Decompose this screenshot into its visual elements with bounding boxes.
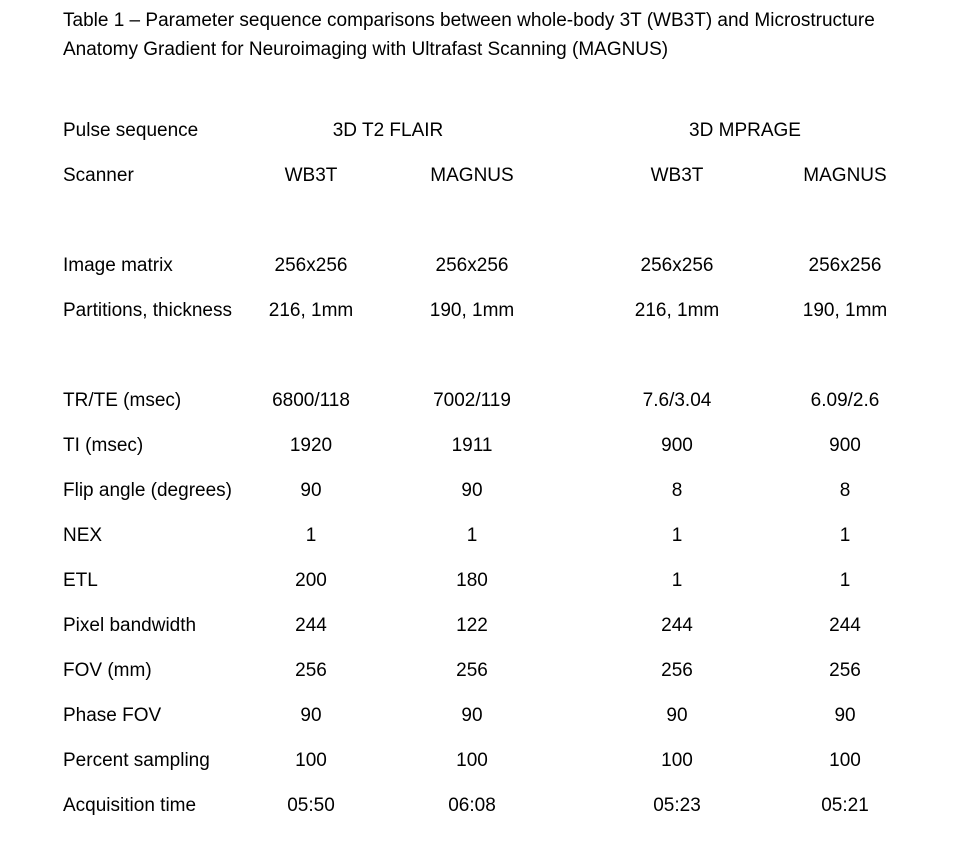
table-row-image-matrix xyxy=(63,243,913,288)
row-label: Partitions, thickness xyxy=(63,299,232,321)
cell-value: 6800/118 xyxy=(272,389,350,411)
cell-value: 216, 1mm xyxy=(268,299,354,321)
table-row-tr-te xyxy=(63,378,913,423)
row-label: NEX xyxy=(63,524,103,546)
cell-value: 7002/119 xyxy=(433,389,511,411)
cell-value: 244 xyxy=(661,614,693,636)
cell-value: 1 xyxy=(839,524,851,546)
cell-value: 256 xyxy=(661,659,693,681)
row-label: FOV (mm) xyxy=(63,659,152,681)
cell-value: 900 xyxy=(661,434,693,456)
cell-value: 90 xyxy=(300,479,322,501)
scanner-row xyxy=(63,153,913,198)
cell-value: 8 xyxy=(671,479,683,501)
cell-value: 1 xyxy=(839,569,851,591)
row-label: Image matrix xyxy=(63,254,173,276)
row-label: Percent sampling xyxy=(63,749,210,771)
cell-value: 1920 xyxy=(289,434,333,456)
scanner-flair-magnus: MAGNUS xyxy=(430,164,514,186)
cell-value: 200 xyxy=(295,569,327,591)
scanner-mprage-magnus: MAGNUS xyxy=(803,164,887,186)
cell-value: 90 xyxy=(300,704,322,726)
table-row-percent-sampling xyxy=(63,738,913,783)
cell-value: 05:21 xyxy=(821,794,869,816)
cell-value: 100 xyxy=(456,749,488,771)
cell-value: 6.09/2.6 xyxy=(810,389,880,411)
cell-value: 90 xyxy=(834,704,856,726)
cell-value: 8 xyxy=(839,479,851,501)
table-caption xyxy=(63,6,943,64)
spacer-cell xyxy=(63,198,913,243)
scanner-label: Scanner xyxy=(63,164,134,186)
cell-value: 900 xyxy=(829,434,861,456)
pulse-sequence-row xyxy=(63,108,913,153)
cell-value: 190, 1mm xyxy=(429,299,515,321)
row-label: TR/TE (msec) xyxy=(63,389,182,411)
cell-value: 256 xyxy=(295,659,327,681)
cell-value: 256 xyxy=(829,659,861,681)
cell-value: 1 xyxy=(305,524,317,546)
table-row-nex xyxy=(63,513,913,558)
sequence-group-mprage: 3D MPRAGE xyxy=(689,119,801,141)
cell-value: 05:23 xyxy=(653,794,701,816)
sequence-group-flair: 3D T2 FLAIR xyxy=(332,119,444,141)
cell-value: 100 xyxy=(295,749,327,771)
cell-value: 7.6/3.04 xyxy=(642,389,712,411)
table-row-pixel-bandwidth xyxy=(63,603,913,648)
spacer-row xyxy=(63,333,913,378)
cell-value: 06:08 xyxy=(448,794,496,816)
cell-value: 100 xyxy=(829,749,861,771)
cell-value: 256x256 xyxy=(274,254,348,276)
scanner-mprage-wb3t: WB3T xyxy=(650,164,704,186)
row-label: TI (msec) xyxy=(63,434,144,456)
row-label: Pixel bandwidth xyxy=(63,614,197,636)
spacer-cell xyxy=(63,333,913,378)
cell-value: 1 xyxy=(466,524,478,546)
cell-value: 1911 xyxy=(451,434,493,456)
cell-value: 122 xyxy=(456,614,488,636)
table-row-phase-fov xyxy=(63,693,913,738)
cell-value: 190, 1mm xyxy=(802,299,888,321)
table-row-fov xyxy=(63,648,913,693)
cell-value: 256x256 xyxy=(435,254,509,276)
cell-value: 05:50 xyxy=(287,794,335,816)
table-caption-line-2: Anatomy Gradient for Neuroimaging with Ultrafast Scanning (MAGNUS) xyxy=(63,39,669,60)
table-row-ti xyxy=(63,423,913,468)
row-label: Phase FOV xyxy=(63,704,162,726)
row-label: ETL xyxy=(63,569,98,591)
cell-value: 180 xyxy=(456,569,488,591)
cell-value: 90 xyxy=(461,704,483,726)
row-label: Flip angle (degrees) xyxy=(63,479,232,501)
cell-value: 100 xyxy=(661,749,693,771)
cell-value: 216, 1mm xyxy=(634,299,720,321)
cell-value: 244 xyxy=(295,614,327,636)
scanner-flair-wb3t: WB3T xyxy=(284,164,338,186)
parameter-table xyxy=(63,108,913,828)
cell-value: 1 xyxy=(671,524,683,546)
cell-value: 256 xyxy=(456,659,488,681)
cell-value: 244 xyxy=(829,614,861,636)
table-row-flip-angle xyxy=(63,468,913,513)
table-row-etl xyxy=(63,558,913,603)
cell-value: 90 xyxy=(666,704,688,726)
table-row-acquisition-time xyxy=(63,783,913,828)
cell-value: 256x256 xyxy=(640,254,714,276)
table-row-partitions-thickness xyxy=(63,288,913,333)
row-label: Acquisition time xyxy=(63,794,197,816)
cell-value: 256x256 xyxy=(808,254,882,276)
table-caption-line-1: Table 1 – Parameter sequence comparisons between whole-body 3T (WB3T) and Microstructure xyxy=(63,10,875,31)
spacer-row xyxy=(63,198,913,243)
cell-value: 90 xyxy=(461,479,483,501)
cell-value: 1 xyxy=(671,569,683,591)
pulse-sequence-label: Pulse sequence xyxy=(63,119,199,141)
